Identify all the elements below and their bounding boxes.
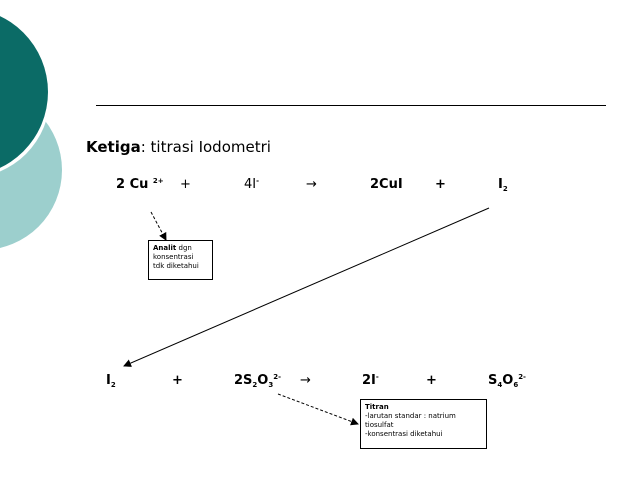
reaction2-product2: $S_4O_6^{2-}$ xyxy=(488,373,526,389)
reaction2-reactant1: $I_2$ xyxy=(106,373,116,389)
reaction1-product1: 2CuI xyxy=(370,177,403,192)
reaction2-reactant2: $2S_2O_3^{2-}$ xyxy=(234,373,282,389)
reaction2-plus1: + xyxy=(172,373,183,388)
reaction2-plus2: + xyxy=(426,373,437,388)
reaction1-plus2: + xyxy=(435,177,446,192)
analit-pointer-arrow xyxy=(151,212,166,240)
titran-note-box: Titran -larutan standar : natrium tiosulfat -konsentrasi diketahui xyxy=(360,399,487,449)
reaction1-product2: $I_2$ xyxy=(498,177,508,193)
reaction1-plus1: + xyxy=(180,177,191,192)
i2-transfer-arrow xyxy=(124,208,489,366)
reaction1-arrow: → xyxy=(306,177,317,192)
analit-note-box: Analit dgn konsentrasi tdk diketahui xyxy=(148,240,213,280)
reaction1-reactant2: 4I- xyxy=(244,177,260,192)
titran-label: Titran xyxy=(365,403,389,411)
analit-label: Analit xyxy=(153,244,177,252)
reaction2-product1: 2I- xyxy=(362,373,379,388)
slide-title-bold: Ketiga xyxy=(86,138,141,156)
reaction2-arrow: → xyxy=(300,373,311,388)
slide-title-rest: : titrasi Iodometri xyxy=(140,138,271,156)
titran-pointer-arrow xyxy=(278,394,358,424)
reaction1-reactant1: 2 Cu $^{2+}$ xyxy=(116,177,164,192)
